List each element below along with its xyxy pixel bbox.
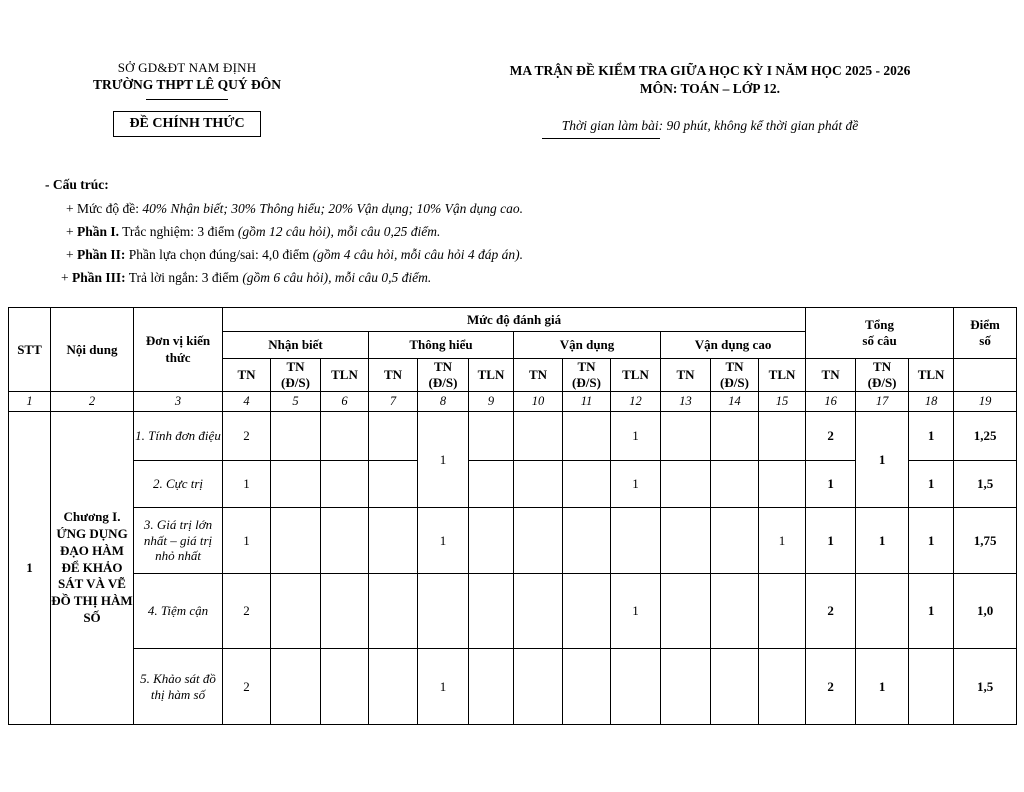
empty-cell [759, 574, 806, 649]
tong-line1: Tổng [865, 316, 895, 332]
header-nhan-biet: Nhận biết [223, 332, 369, 359]
header-nb-tln: TLN [321, 359, 369, 392]
empty-cell [759, 649, 806, 725]
empty-cell [321, 649, 369, 725]
cell-nb-tn: 2 [223, 574, 271, 649]
header-nb-tn: TN [223, 359, 271, 392]
header-diem-empty [954, 359, 1017, 392]
exam-matrix-table [8, 307, 1017, 725]
unit-name: 1. Tính đơn điệu [134, 412, 223, 461]
table-row-unit4 [9, 574, 1017, 649]
empty-cell [856, 574, 909, 649]
empty-cell [321, 508, 369, 574]
empty-cell [369, 412, 418, 461]
col-num: 8 [418, 392, 469, 412]
structure-line-part1 [45, 224, 965, 240]
line-prefix: + [66, 247, 77, 262]
col-num: 19 [954, 392, 1017, 412]
structure-line-part2 [45, 247, 965, 263]
cell-vd-tln: 1 [611, 574, 661, 649]
chapter-title: Chương I. ỨNG DỤNG ĐẠO HÀM ĐỂ KHẢO SÁT VÀ VẼ ĐỒ THỊ HÀM SỐ [51, 412, 134, 725]
line-italic: (gồm 12 câu hỏi), mỗi câu 0,25 điểm. [237, 224, 441, 239]
line-text: Trắc nghiệm: 3 điểm [119, 224, 238, 239]
cell-score: 1,0 [954, 574, 1017, 649]
line-bold: Phần II: [77, 247, 126, 262]
empty-cell [563, 649, 611, 725]
unit-name: 2. Cực trị [134, 461, 223, 508]
empty-cell [563, 508, 611, 574]
tnds-line2: (Đ/S) [281, 375, 310, 390]
col-num: 7 [369, 392, 418, 412]
line-bold: Phần I. [77, 224, 120, 239]
header-stt: STT [9, 308, 51, 392]
empty-cell [469, 574, 514, 649]
col-num: 10 [514, 392, 563, 412]
empty-cell [271, 649, 321, 725]
tong-line2: số câu [862, 333, 897, 348]
cell-th-tnds: 1 [418, 508, 469, 574]
header-diem-so [954, 308, 1017, 359]
line-italic: (gồm 4 câu hỏi, mỗi câu hỏi 4 đáp án). [312, 247, 524, 262]
cell-score: 1,25 [954, 412, 1017, 461]
empty-cell [369, 508, 418, 574]
header-tong-so-cau [806, 308, 954, 359]
empty-cell [611, 649, 661, 725]
tnds-line1: TN [286, 359, 305, 375]
line-text: Phần lựa chọn đúng/sai: 4,0 điểm [125, 247, 313, 262]
col-num: 17 [856, 392, 909, 412]
stt-value: 1 [9, 412, 51, 725]
cell-th-tnds: 1 [418, 649, 469, 725]
empty-cell [514, 649, 563, 725]
header-van-dung-cao: Vận dụng cao [661, 332, 806, 359]
empty-cell [563, 574, 611, 649]
col-num: 13 [661, 392, 711, 412]
header-vdc-tn: TN [661, 359, 711, 392]
col-num: 4 [223, 392, 271, 412]
letterhead-divider [146, 99, 228, 100]
line-prefix: + [61, 270, 72, 285]
line-italic: 40% Nhận biết; 30% Thông hiểu; 20% Vận dụng; 10% Vận dụng cao. [142, 201, 523, 216]
col-num: 18 [909, 392, 954, 412]
empty-cell [514, 574, 563, 649]
empty-cell [563, 412, 611, 461]
tnds-line2: (Đ/S) [720, 375, 749, 390]
empty-cell [661, 649, 711, 725]
subject-title: MÔN: TOÁN – LỚP 12. [639, 81, 781, 96]
empty-cell [271, 412, 321, 461]
cell-vdc-tln: 1 [759, 508, 806, 574]
department-name: SỞ GD&ĐT NAM ĐỊNH [117, 60, 257, 75]
col-num: 9 [469, 392, 514, 412]
tnds-line2: (Đ/S) [867, 375, 897, 390]
header-muc-do-danh-gia: Mức độ đánh giá [223, 308, 806, 332]
cell-nb-tn: 1 [223, 508, 271, 574]
empty-cell [469, 508, 514, 574]
empty-cell [711, 412, 759, 461]
header-vdc-tn-ds [711, 359, 759, 392]
empty-cell [321, 574, 369, 649]
empty-cell [514, 412, 563, 461]
table-row-unit3 [9, 508, 1017, 574]
empty-cell [271, 508, 321, 574]
line-bold: Phần III: [72, 270, 126, 285]
cell-total-tn: 2 [806, 649, 856, 725]
empty-cell [514, 508, 563, 574]
col-num: 3 [134, 392, 223, 412]
empty-cell [369, 649, 418, 725]
empty-cell [711, 508, 759, 574]
empty-cell [661, 412, 711, 461]
line-prefix: + [66, 224, 77, 239]
line-text: Trả lời ngắn: 3 điểm [125, 270, 243, 285]
cell-nb-tn: 2 [223, 412, 271, 461]
header-tong-tln: TLN [909, 359, 954, 392]
header-th-tn: TN [369, 359, 418, 392]
exam-duration: Thời gian làm bài: 90 phút, không kể thời gian phát đề [561, 118, 859, 133]
unit-name: 5. Khảo sát đồ thị hàm số [134, 649, 223, 725]
line-italic: (gồm 6 câu hỏi), mỗi câu 0,5 điểm. [242, 270, 432, 285]
column-number-row [9, 392, 1017, 412]
empty-cell [469, 461, 514, 508]
col-num: 6 [321, 392, 369, 412]
cell-total-tn: 2 [806, 574, 856, 649]
letterhead-right [450, 63, 970, 139]
header-vdc-tln: TLN [759, 359, 806, 392]
header-noi-dung: Nội dung [51, 308, 134, 392]
empty-cell [418, 574, 469, 649]
cell-score: 1,75 [954, 508, 1017, 574]
empty-cell [909, 649, 954, 725]
header-vd-tn-ds [563, 359, 611, 392]
col-num: 11 [563, 392, 611, 412]
empty-cell [661, 508, 711, 574]
cell-total-tln: 1 [909, 412, 954, 461]
header-nb-tn-ds [271, 359, 321, 392]
empty-cell [271, 574, 321, 649]
structure-line-part3 [45, 270, 965, 286]
duration-divider [542, 138, 660, 139]
cell-vd-tln: 1 [611, 461, 661, 508]
cell-total-tnds: 1 [856, 649, 909, 725]
structure-label: - Cấu trúc: [45, 177, 109, 192]
structure-section [45, 177, 965, 293]
tnds-line1: TN [873, 359, 892, 375]
table-row-unit5 [9, 649, 1017, 725]
empty-cell [711, 461, 759, 508]
structure-line-levels [45, 201, 965, 217]
col-num: 14 [711, 392, 759, 412]
tnds-line2: (Đ/S) [572, 375, 601, 390]
empty-cell [369, 461, 418, 508]
tnds-line1: TN [725, 359, 744, 375]
cell-vd-tln: 1 [611, 412, 661, 461]
cell-nb-tn: 2 [223, 649, 271, 725]
tnds-line2: (Đ/S) [428, 375, 458, 390]
cell-total-tnds: 1 [856, 508, 909, 574]
tnds-line1: TN [577, 359, 596, 375]
empty-cell [469, 412, 514, 461]
col-num: 16 [806, 392, 856, 412]
col-num: 1 [9, 392, 51, 412]
line-prefix: + Mức độ đề: [66, 201, 143, 216]
cell-total-tn: 1 [806, 508, 856, 574]
empty-cell [514, 461, 563, 508]
col-num: 2 [51, 392, 134, 412]
cell-nb-tn: 1 [223, 461, 271, 508]
empty-cell [321, 412, 369, 461]
diem-line1: Điểm [970, 316, 1000, 332]
col-num: 12 [611, 392, 661, 412]
unit-name: 4. Tiệm cận [134, 574, 223, 649]
cell-total-tn: 2 [806, 412, 856, 461]
cell-total-tnds-merged: 1 [856, 412, 909, 508]
empty-cell [369, 574, 418, 649]
empty-cell [271, 461, 321, 508]
header-thong-hieu: Thông hiểu [369, 332, 514, 359]
header-vd-tln: TLN [611, 359, 661, 392]
cell-th-tnds-merged: 1 [418, 412, 469, 508]
official-exam-stamp: ĐỀ CHÍNH THỨC [113, 111, 260, 137]
school-name: TRƯỜNG THPT LÊ QUÝ ĐÔN [92, 77, 282, 92]
empty-cell [711, 649, 759, 725]
empty-cell [469, 649, 514, 725]
table-row-unit1 [9, 412, 1017, 461]
cell-score: 1,5 [954, 649, 1017, 725]
cell-total-tln: 1 [909, 508, 954, 574]
header-don-vi: Đơn vị kiến thức [134, 308, 223, 392]
header-vd-tn: TN [514, 359, 563, 392]
document-title: MA TRẬN ĐỀ KIỂM TRA GIỮA HỌC KỲ I NĂM HỌC 2025 - 2026 [509, 63, 911, 78]
empty-cell [661, 461, 711, 508]
tnds-line1: TN [433, 359, 453, 375]
letterhead-left [68, 60, 306, 137]
empty-cell [759, 412, 806, 461]
header-th-tln: TLN [469, 359, 514, 392]
cell-total-tln: 1 [909, 461, 954, 508]
header-tong-tn: TN [806, 359, 856, 392]
unit-name: 3. Giá trị lớn nhất – giá trị nhỏ nhất [134, 508, 223, 574]
empty-cell [321, 461, 369, 508]
cell-total-tn: 1 [806, 461, 856, 508]
empty-cell [711, 574, 759, 649]
empty-cell [661, 574, 711, 649]
header-th-tn-ds [418, 359, 469, 392]
empty-cell [759, 461, 806, 508]
header-tong-tn-ds [856, 359, 909, 392]
diem-line2: số [979, 333, 991, 348]
empty-cell [563, 461, 611, 508]
cell-total-tln: 1 [909, 574, 954, 649]
col-num: 5 [271, 392, 321, 412]
col-num: 15 [759, 392, 806, 412]
empty-cell [611, 508, 661, 574]
header-van-dung: Vận dụng [514, 332, 661, 359]
cell-score: 1,5 [954, 461, 1017, 508]
